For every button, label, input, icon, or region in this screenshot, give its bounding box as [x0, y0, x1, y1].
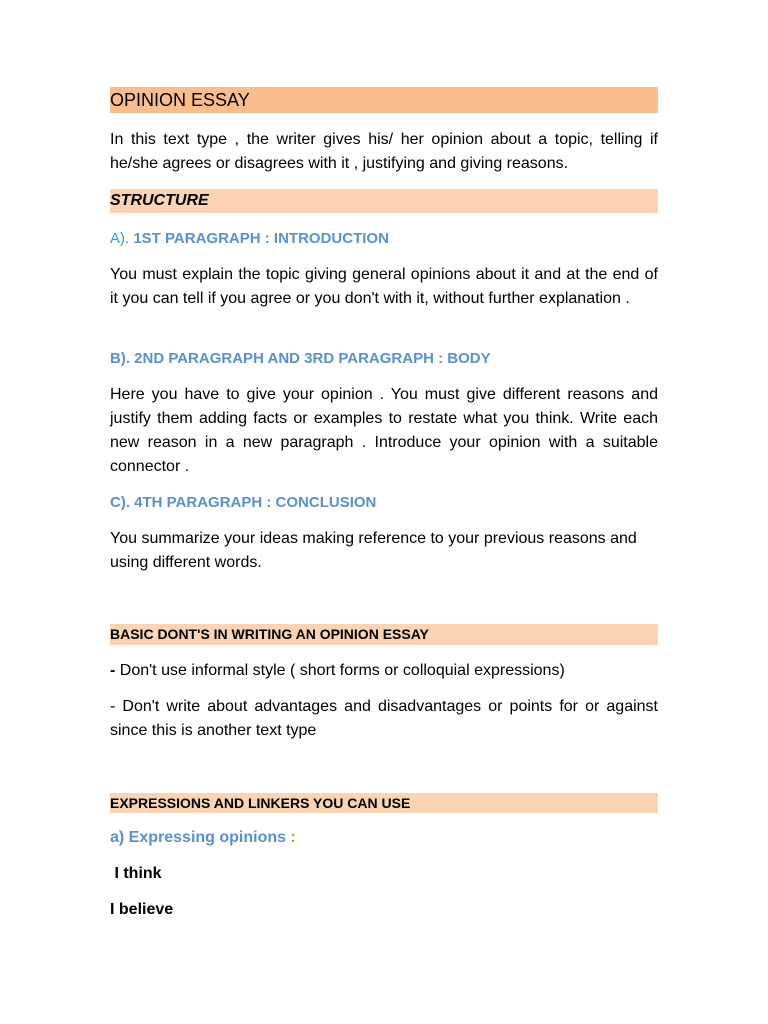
dont-text: Don't use informal style ( short forms or colloquial expressions) — [115, 662, 565, 679]
linker-item: I believe — [110, 901, 174, 918]
expressing-opinions-colon: : — [290, 829, 296, 846]
introduction-paragraph: You must explain the topic giving general opinions about it and at the end of it you can tell if you agree or you don't with it, without further explanation . — [110, 266, 658, 307]
title-band — [110, 87, 658, 113]
structure-label: STRUCTURE — [110, 192, 209, 209]
donts-band — [110, 624, 658, 645]
linkers-label: EXPRESSIONS AND LINKERS YOU CAN USE — [110, 795, 411, 811]
body-paragraph: Here you have to give your opinion . You must give different reasons and justify them adding facts or examples to restate what you think. Write each new reason in a new paragraph . Introduce your opinion with a suitable connector . — [110, 386, 658, 475]
section-heading-text: 1ST PARAGRAPH : INTRODUCTION — [129, 230, 389, 247]
expressing-opinions-heading — [110, 827, 658, 849]
linkers-band — [110, 793, 658, 813]
linker-item: I think — [110, 865, 162, 882]
intro-paragraph: In this text type , the writer gives his/ her opinion about a topic, telling if he/she agrees or disagrees with it , justifying and giving reasons. — [110, 131, 658, 172]
expressing-opinions-text: a) Expressing opinions — [110, 829, 291, 846]
section-heading-conclusion: C). 4TH PARAGRAPH : CONCLUSION — [110, 494, 377, 511]
page-title: OPINION ESSAY — [110, 90, 250, 110]
dont-item — [110, 659, 658, 683]
donts-label: BASIC DONT'S IN WRITING AN OPINION ESSAY — [110, 626, 429, 642]
dont-item: - Don't write about advantages and disadvantages or points for or against since this is another text type — [110, 698, 658, 739]
section-prefix: A). — [110, 230, 130, 247]
structure-band — [110, 189, 658, 213]
dont-dash: - — [110, 662, 116, 679]
section-heading-introduction — [110, 228, 658, 250]
section-heading-body: B). 2ND PARAGRAPH AND 3RD PARAGRAPH : BODY — [110, 350, 491, 367]
conclusion-paragraph: You summarize your ideas making reference to your previous reasons and using different words. — [110, 530, 637, 571]
